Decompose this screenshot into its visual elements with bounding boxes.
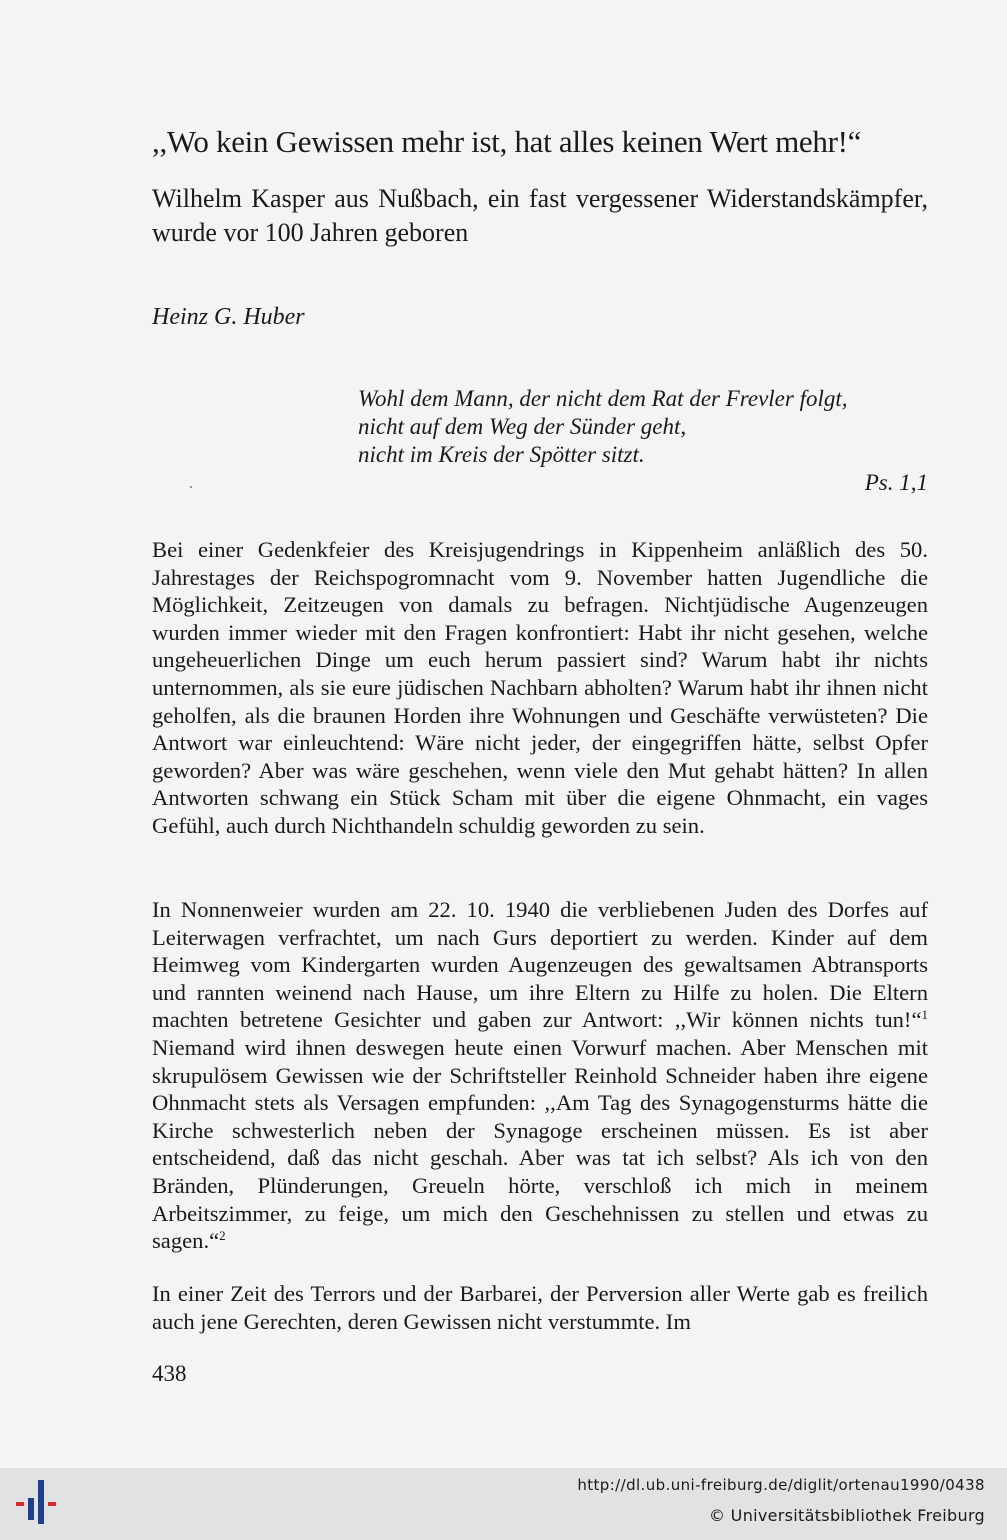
article-title: ,,Wo kein Gewissen mehr ist, hat alles keinen Wert mehr!“ [152,124,862,159]
article-subtitle: Wilhelm Kasper aus Nußbach, ein fast vergessener Widerstandskämpfer, wurde vor 100 Jahren geboren [152,184,928,247]
epigraph-reference: Ps. 1,1 [864,470,928,495]
scan-speck [190,486,192,488]
epigraph-line: nicht im Kreis der Spötter sitzt. [358,442,645,467]
footnote-marker-2[interactable]: 2 [219,1228,226,1244]
paragraph-1: Bei einer Gedenkfeier des Kreisjugendrings in Kippenheim anläßlich des 50. Jahrestages der Reichspogromnacht vom 9. November hatten Jugendliche die Möglichkeit, Zeitzeugen von damals zu befragen. Nichtjüdische Augenzeugen wurden immer wieder mit den Fragen konfrontiert: Habt ihr nicht gesehen, welche ungeheuerlichen Dinge um euch herum passiert sind? Warum habt ihr nichts unternommen, als sie eure jüdischen Nachbarn abholten? Warum habt ihr ihnen nicht geholfen, als die braunen Horden ihre Wohnungen und Geschäfte verwüsteten? Die Antwort war einleuchtend: Wäre nicht jeder, der eingegriffen hätte, selbst Opfer geworden? Aber was wäre geschehen, wenn viele den Mut gehabt hätten? In allen Antworten schwang ein Stück Scham mit über die eigene Ohnmacht, ein vages Gefühl, auch durch Nichthandeln schuldig geworden zu sein. [152,537,928,838]
paragraph-3: In einer Zeit des Terrors und der Barbarei, der Perversion aller Werte gab es freilich auch jene Gerechten, deren Gewissen nicht verstummte. Im [152,1281,928,1334]
copyright-notice: © Universitätsbibliothek Freiburg [709,1506,985,1525]
paragraph-2 [152,896,928,1255]
paragraph-2-text-b: Niemand wird ihnen deswegen heute einen Vorwurf machen. Aber Menschen mit skrupulösem Gewissen wie der Schriftsteller Reinhold Schneider haben ihre eigene Ohnmacht stets als Versagen empfunden: ,,Am Tag des Synagogensturms hätte die Kirche schwesterlich neben der Synagoge erscheinen müssen. Es ist aber entscheidend, daß das nicht geschah. Aber was tat ich selbst? Als ich von den Bränden, Plünderungen, Greueln hörte, verschloß ich mich in meinem Arbeitszimmer, zu feige, um mich den Geschehnissen zu stellen und etwas zu sagen.“ [152,1034,928,1254]
page-number: 438 [152,1361,187,1386]
author-name: Heinz G. Huber [152,304,305,330]
paragraph-2-text-a: In Nonnenweier wurden am 22. 10. 1940 die verbliebenen Juden des Dorfes auf Leiterwagen verfrachtet, um nach Gurs deportiert zu werden. Kinder auf dem Heimweg vom Kindergarten wurden Augenzeugen des gewaltsamen Abtransports und rannten weinend nach Hause, um ihre Eltern zu Hilfe zu holen. Die Eltern machten betretene Gesichter und gaben zur Antwort: ,,Wir können nichts tun!“ [152,897,928,1033]
epigraph-line: nicht auf dem Weg der Sünder geht, [358,414,687,439]
ub-freiburg-logo-icon[interactable] [14,1476,64,1528]
footnote-marker-1[interactable]: 1 [921,1007,928,1023]
epigraph [358,385,928,497]
epigraph-line: Wohl dem Mann, der nicht dem Rat der Frevler folgt, [358,386,848,411]
permalink-url[interactable]: http://dl.ub.uni-freiburg.de/diglit/ortenau1990/0438 [577,1476,985,1494]
footer-bar [0,1468,1007,1540]
